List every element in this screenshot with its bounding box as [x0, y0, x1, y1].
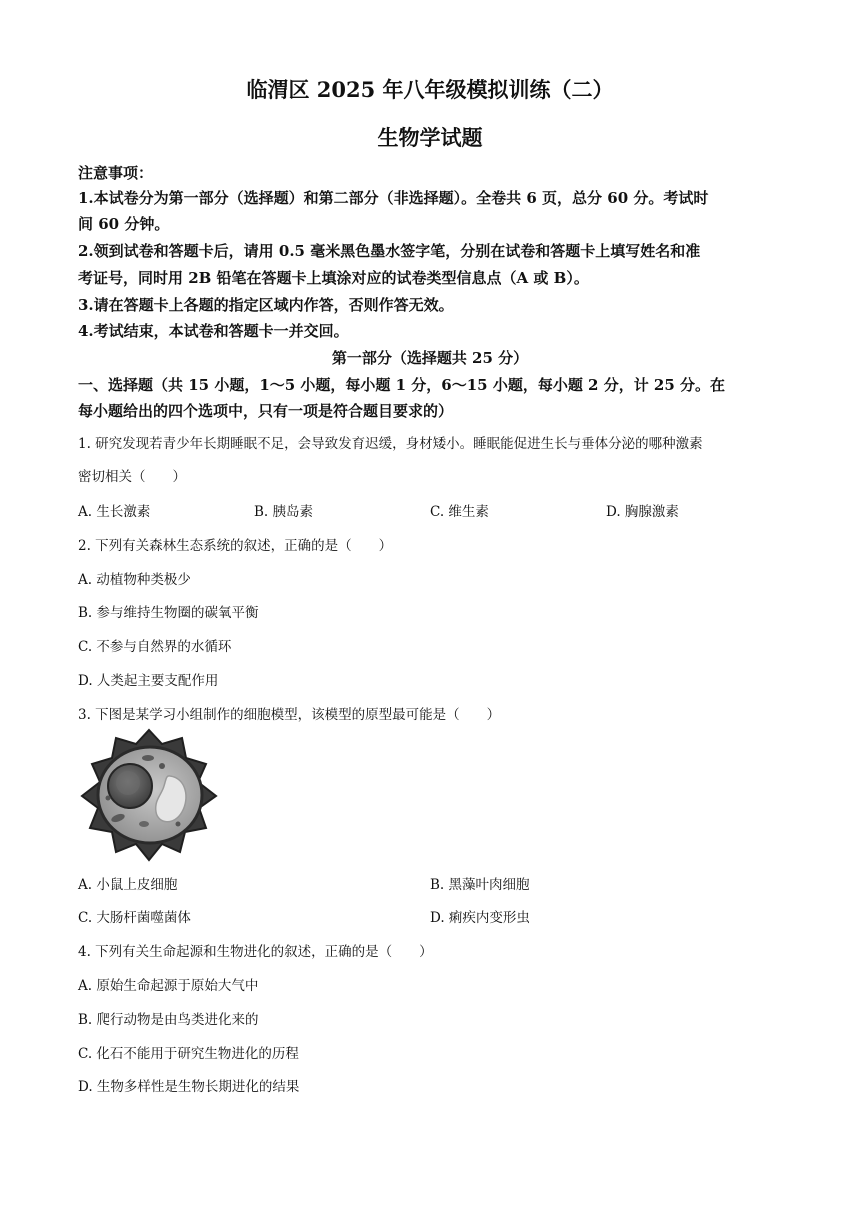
question-stem: 4. 下列有关生命起源和生物进化的叙述，正确的是（ ）	[78, 944, 433, 960]
notice-heading: 注意事项：	[78, 164, 154, 182]
notice-line: 1.本试卷分为第一部分（选择题）和第二部分（非选择题）。全卷共 6 页，总分 60 分。考试时	[78, 189, 709, 207]
notice-line: 2.领到试卷和答题卡后，请用 0.5 毫米黑色墨水签字笔，分别在试卷和答题卡上填写姓名和准	[78, 242, 701, 260]
question-stem: 3. 下图是某学习小组制作的细胞模型，该模型的原型最可能是（ ）	[78, 707, 501, 723]
section-instruction: 一、选择题（共 15 小题，1～5 小题，每小题 1 分，6～15 小题，每小题 2 分，计 25 分。在	[78, 376, 726, 394]
question-stem: 1. 研究发现若青少年长期睡眠不足，会导致发育迟缓，身材矮小。睡眠能促进生长与垂体分泌的哪种激素	[78, 436, 703, 452]
option-d: D. 人类起主要支配作用	[78, 673, 219, 689]
option-b: B. 参与维持生物圈的碳氧平衡	[78, 605, 259, 621]
notice-line: 间 60 分钟。	[78, 215, 170, 233]
option-b: B. 爬行动物是由鸟类进化来的	[78, 1012, 259, 1028]
option-a: A. 动植物种类极少	[78, 572, 191, 588]
question-stem: 2. 下列有关森林生态系统的叙述，正确的是（ ）	[78, 538, 393, 554]
part-heading: 第一部分（选择题共 25 分）	[331, 349, 529, 367]
question-stem: 密切相关（ ）	[78, 469, 186, 485]
exam-subtitle: 生物学试题	[377, 125, 483, 150]
option-a: A. 原始生命起源于原始大气中	[78, 978, 259, 994]
option-d: D. 痢疾内变形虫	[430, 910, 530, 926]
option-c: C. 化石不能用于研究生物进化的历程	[78, 1046, 299, 1062]
option-a: A. 生长激素	[78, 504, 151, 520]
notice-line: 考证号，同时用 2B 铅笔在答题卡上填涂对应的试卷类型信息点（A 或 B）。	[78, 269, 589, 287]
notice-line: 3.请在答题卡上各题的指定区域内作答，否则作答无效。	[78, 296, 454, 314]
option-c: C. 不参与自然界的水循环	[78, 639, 232, 655]
cell-model-image	[78, 728, 220, 862]
notice-line: 4.考试结束，本试卷和答题卡一并交回。	[78, 322, 349, 340]
section-instruction: 每小题给出的四个选项中，只有一项是符合题目要求的）	[78, 402, 454, 420]
option-b: B. 黑藻叶肉细胞	[430, 877, 530, 893]
option-d: D. 胸腺激素	[606, 504, 679, 520]
option-b: B. 胰岛素	[254, 504, 314, 520]
option-a: A. 小鼠上皮细胞	[78, 877, 178, 893]
option-d: D. 生物多样性是生物长期进化的结果	[78, 1079, 300, 1095]
exam-title: 临渭区 2025 年八年级模拟训练（二）	[246, 77, 614, 102]
option-c: C. 维生素	[430, 504, 489, 520]
option-c: C. 大肠杆菌噬菌体	[78, 910, 191, 926]
